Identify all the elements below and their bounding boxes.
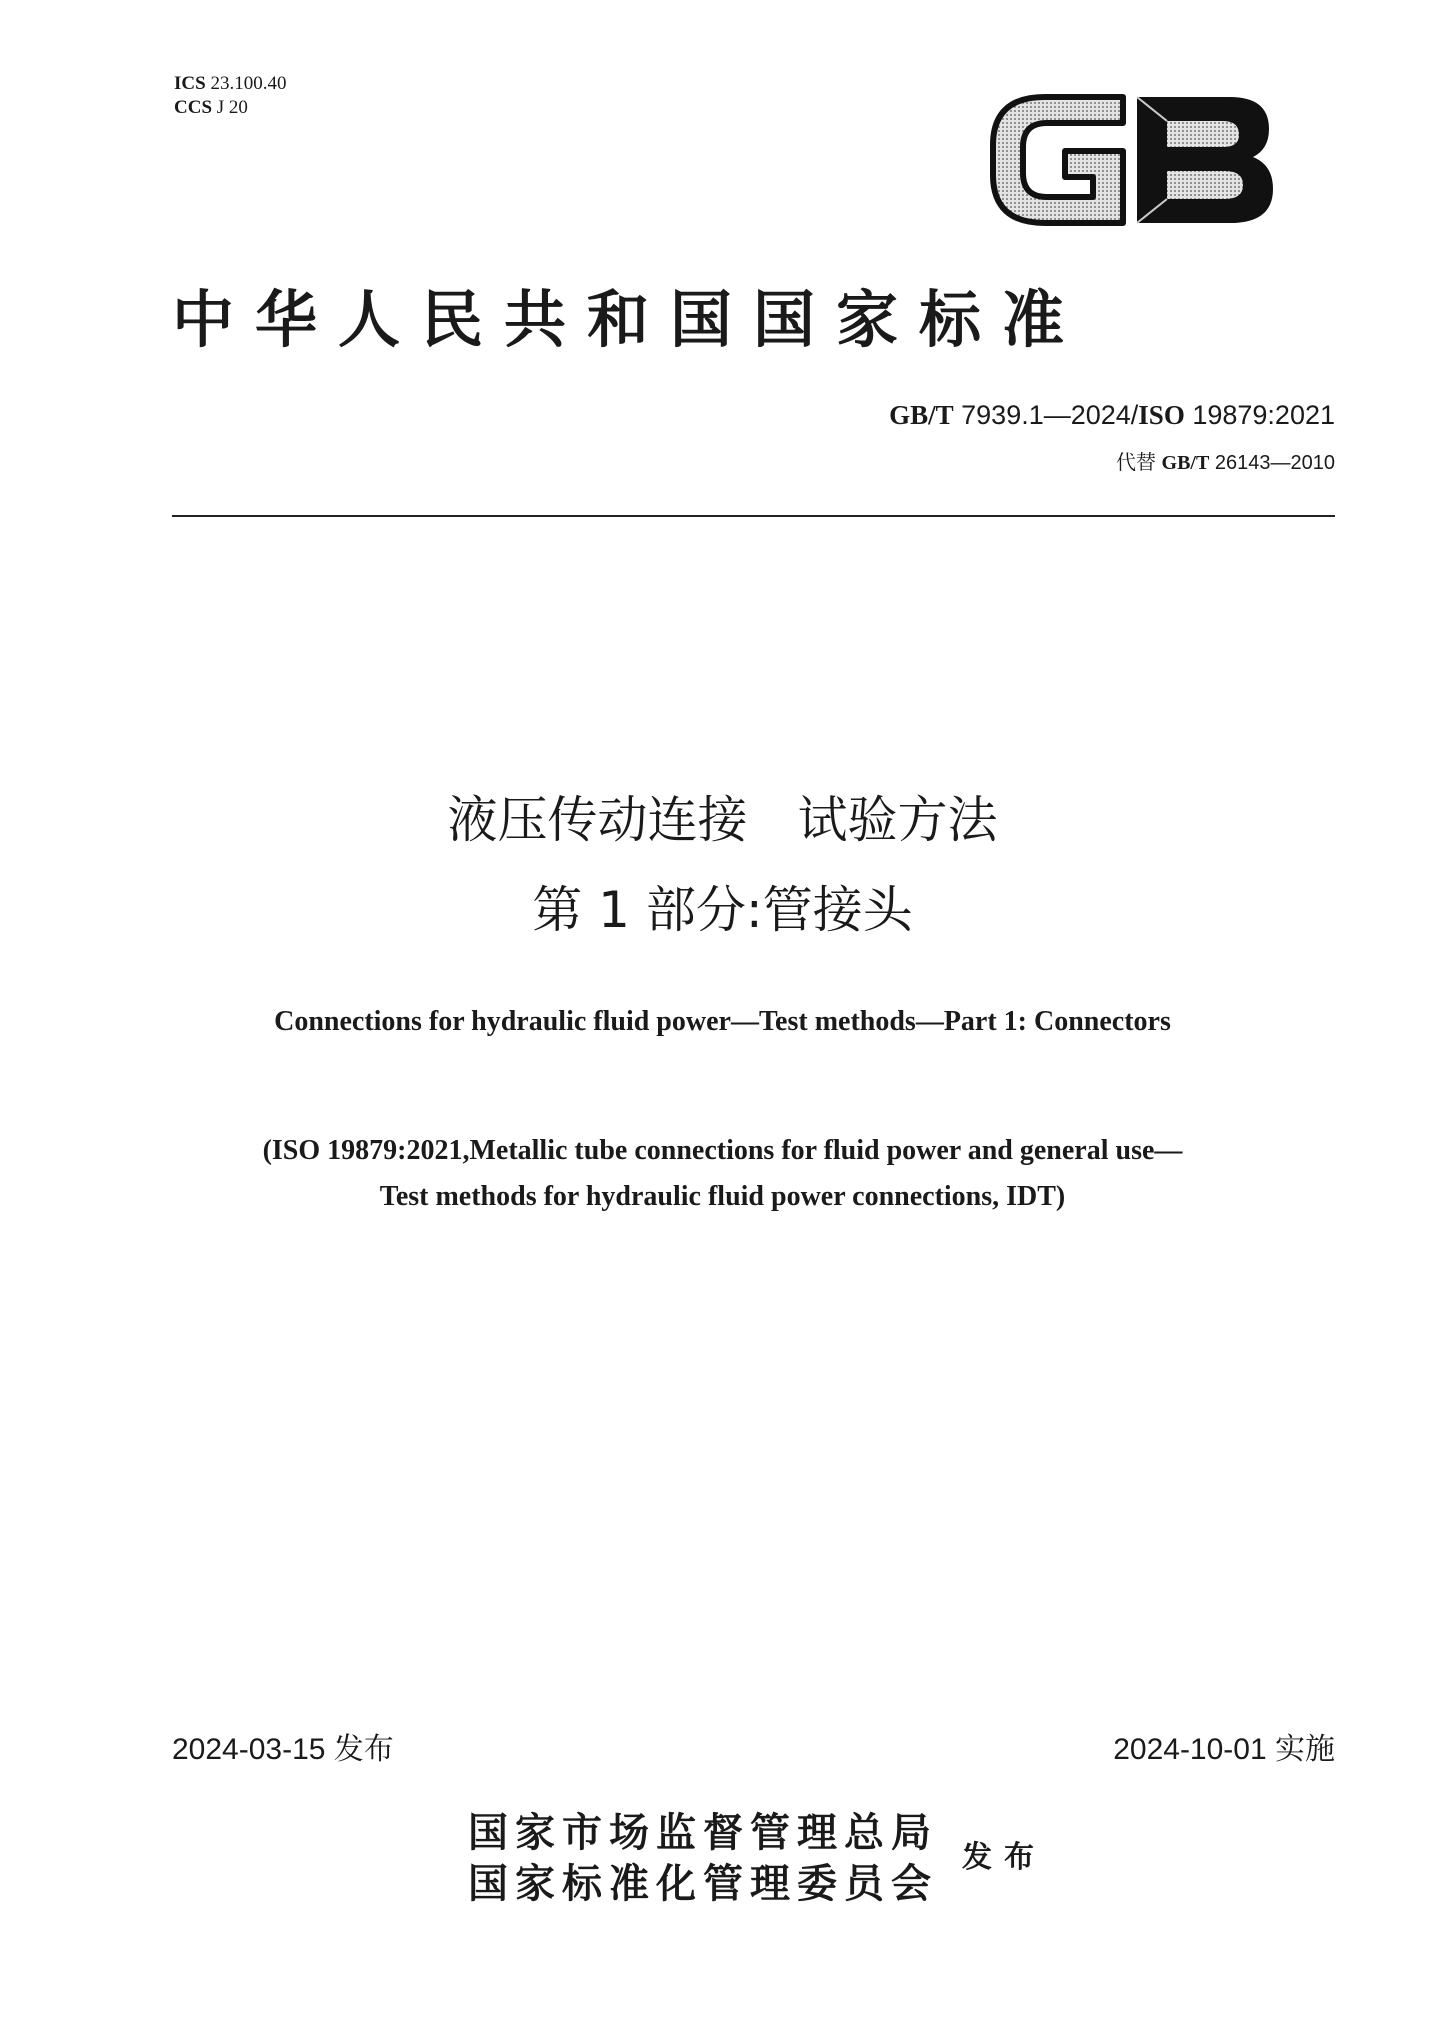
gb-logo-icon: [985, 85, 1280, 233]
publish-label: 发布: [962, 1840, 1046, 1875]
chinese-title-line1: 液压传动连接 试验方法: [447, 791, 998, 849]
implementation-date: 2024-10-01 实施: [1113, 1733, 1335, 1766]
chinese-title-line2: 第 1 部分:管接头: [532, 881, 913, 939]
english-title: Connections for hydraulic fluid power—Test methods—Part 1: Connectors: [274, 1006, 1171, 1037]
issuer-sac: 国家标准化管理委员会: [468, 1861, 938, 1907]
ccs-code: CCS J 20: [174, 97, 248, 118]
standard-number: GB/T 7939.1—2024/ISO 19879:2021: [889, 400, 1335, 430]
classification-codes: [174, 72, 286, 120]
header-divider: [172, 515, 1335, 517]
iso-equivalence-line1: (ISO 19879:2021,Metallic tube connections for fluid power and general use—: [262, 1135, 1183, 1166]
issue-date: 2024-03-15 发布: [172, 1733, 394, 1766]
replaces-standard: 代替 GB/T 26143—2010: [1115, 452, 1335, 474]
issuing-authorities: [468, 1808, 938, 1910]
issuer-samr: 国家市场监督管理总局: [468, 1810, 938, 1856]
ics-code: ICS 23.100.40: [174, 73, 287, 94]
iso-equivalence-line2: Test methods for hydraulic fluid power connections, IDT): [379, 1181, 1066, 1212]
national-standard-title: 中华人民共和国国家标准: [172, 283, 1086, 356]
